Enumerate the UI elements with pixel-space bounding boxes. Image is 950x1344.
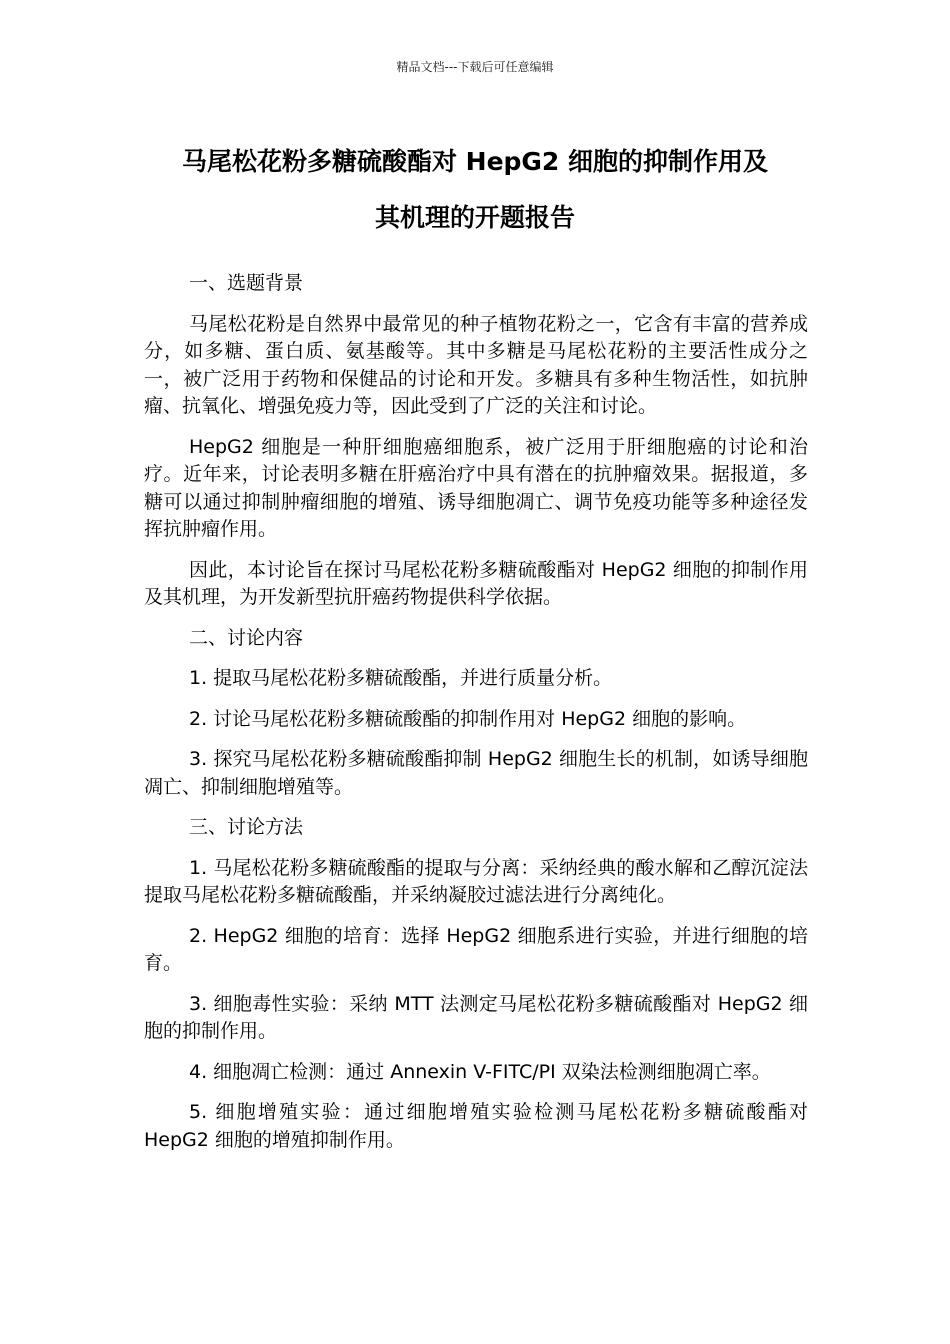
method-item-1: 1. 马尾松花粉多糖硫酸酯的提取与分离：采纳经典的酸水解和乙醇沉淀法提取马尾松花粉多糖硫酸酯，并采纳凝胶过滤法进行分离纯化。 [144, 856, 808, 906]
background-paragraph-1: 马尾松花粉是自然界中最常见的种子植物花粉之一，它含有丰富的营养成分，如多糖、蛋白质、氨基酸等。其中多糖是马尾松花粉的主要活性成分之一，被广泛用于药物和保健品的讨论和开发。多糖具有多种生物活性，如抗肿瘤、抗氧化、增强免疫力等，因此受到了广泛的关注和讨论。 [144, 312, 808, 417]
document-body [144, 270, 808, 1167]
header-note: 精品文档---下载后可任意编辑 [396, 60, 554, 74]
method-item-4: 4. 细胞凋亡检测：通过 Annexin V-FITC/PI 双染法检测细胞凋亡率。 [189, 1060, 771, 1083]
method-item-5: 5. 细胞增殖实验：通过细胞增殖实验检测马尾松花粉多糖硫酸酯对 HepG2 细胞的增殖抑制作用。 [144, 1101, 808, 1151]
background-paragraph-2: HepG2 细胞是一种肝细胞癌细胞系，被广泛用于肝细胞癌的讨论和治疗。近年来，讨论表明多糖在肝癌治疗中具有潜在的抗肿瘤效果。据报道，多糖可以通过抑制肿瘤细胞的增殖、诱导细胞凋亡、调节免疫功能等多种途径发挥抗肿瘤作用。 [144, 435, 808, 540]
method-item-3: 3. 细胞毒性实验：采纳 MTT 法测定马尾松花粉多糖硫酸酯对 HepG2 细胞的抑制作用。 [144, 992, 808, 1042]
document-title [120, 134, 830, 246]
content-item-1: 1. 提取马尾松花粉多糖硫酸酯，并进行质量分析。 [189, 667, 613, 689]
title-line-1: 马尾松花粉多糖硫酸酯对 HepG2 细胞的抑制作用及 [181, 147, 769, 176]
section-heading-methods: 三、讨论方法 [189, 816, 304, 838]
background-paragraph-3: 因此，本讨论旨在探讨马尾松花粉多糖硫酸酯对 HepG2 细胞的抑制作用及其机理，为开发新型抗肝癌药物提供科学依据。 [144, 558, 808, 608]
section-heading-background: 一、选题背景 [189, 272, 304, 294]
method-item-2: 2. HepG2 细胞的培育：选择 HepG2 细胞系进行实验，并进行细胞的培育。 [144, 924, 808, 974]
content-item-3: 3. 探究马尾松花粉多糖硫酸酯抑制 HepG2 细胞生长的机制，如诱导细胞凋亡、抑制细胞增殖等。 [144, 748, 808, 798]
title-line-2: 其机理的开题报告 [374, 203, 575, 232]
content-item-2: 2. 讨论马尾松花粉多糖硫酸酯的抑制作用对 HepG2 细胞的影响。 [189, 707, 747, 730]
section-heading-content: 二、讨论内容 [189, 626, 304, 649]
